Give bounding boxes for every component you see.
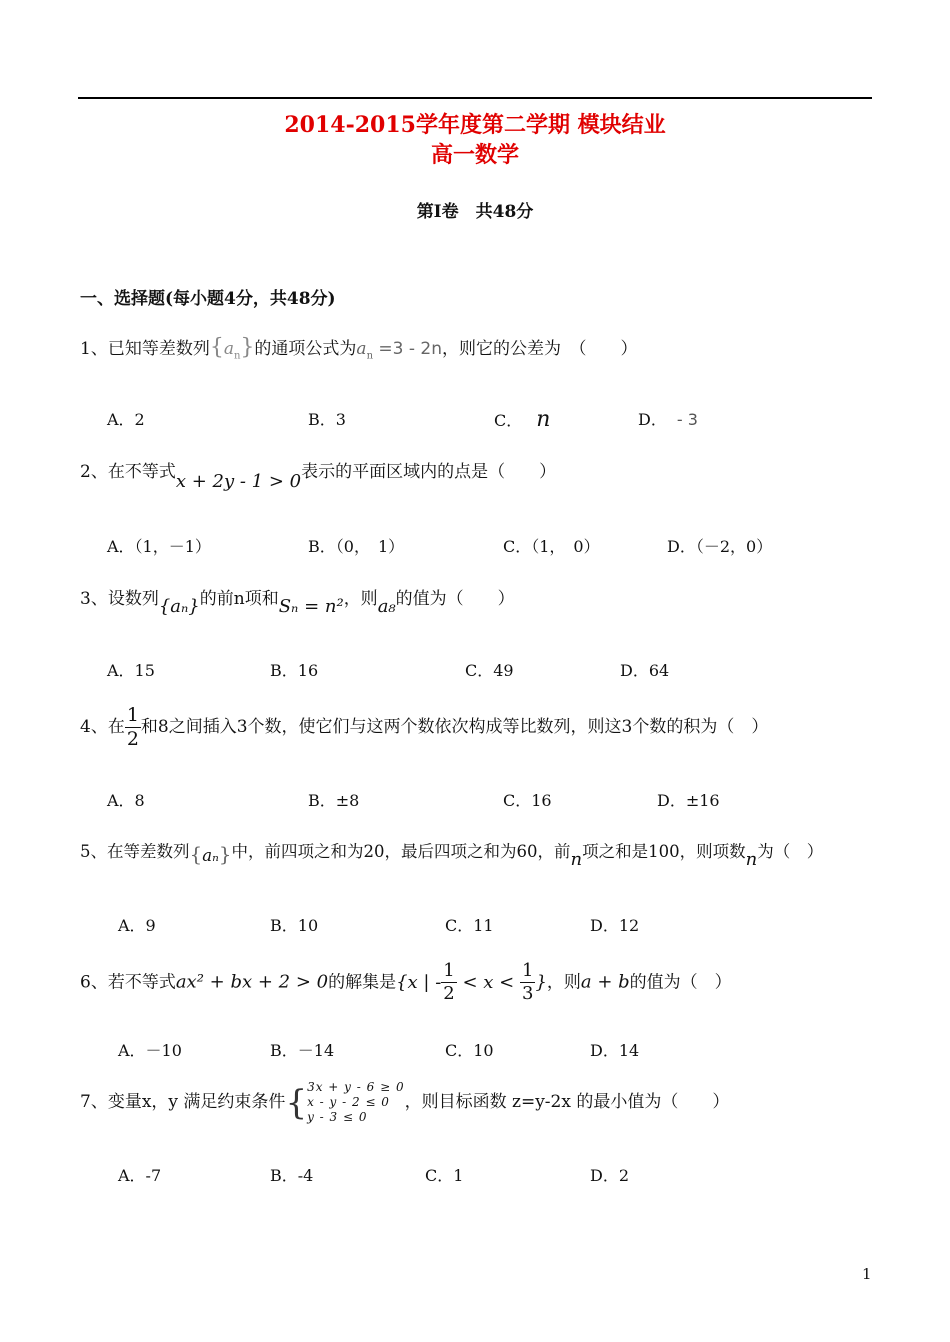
- constraint-system: 3x + y - 6 ≥ 0 x - y - 2 ≤ 0 y - 3 ≤ 0: [307, 1080, 405, 1124]
- question-3: 3、设数列{aₙ}的前n项和Sₙ = n²，则a₈的值为（ ）: [80, 589, 515, 617]
- option-d: D．（－2，0）: [667, 537, 773, 556]
- formula: {aₙ}: [158, 596, 200, 617]
- question-5: 5、在等差数列{aₙ}中，前四项之和为20，最后四项之和为60，前n项之和是100，则项数n为（ ）: [80, 842, 824, 870]
- option-a: A．8: [107, 791, 145, 810]
- option-c: C．1: [425, 1166, 464, 1185]
- fraction: $\frac{1}{2}$: [126, 704, 139, 750]
- option-b: B．-4: [270, 1166, 314, 1185]
- page-number: 1: [862, 1265, 872, 1283]
- option-c: C．11: [445, 916, 494, 935]
- option-d: D．14: [590, 1041, 640, 1060]
- part-heading: 第Ⅰ卷 共48分: [416, 202, 534, 222]
- question-2: 2、在不等式x + 2y - 1 > 0表示的平面区域内的点是（ ）: [80, 462, 557, 492]
- variable-n: n: [745, 849, 758, 870]
- option-d: D．64: [620, 661, 670, 680]
- question-text: 已知等差数列: [107, 339, 210, 359]
- question-number: 1、: [80, 339, 108, 359]
- question-text: ，则它的公差为 （ ）: [442, 339, 638, 359]
- option-c: C．10: [445, 1041, 494, 1060]
- option-a: A．-7: [118, 1166, 162, 1185]
- question-7: 7、变量x，y 满足约束条件{ 3x + y - 6 ≥ 0 x - y - 2 ≤ 0 y - 3 ≤ 0 ，则目标函数 z=y-2x 的最小值为（ ）: [80, 1080, 730, 1124]
- variable-n: n: [570, 849, 583, 870]
- option-b: B．16: [270, 661, 319, 680]
- option-b: B．－14: [270, 1041, 335, 1060]
- formula: a₈: [377, 596, 396, 617]
- question-text: 的通项公式为: [254, 339, 357, 359]
- option-d: D． - 3: [638, 410, 698, 429]
- solution-set: {x | - $\frac{1}{2}$ < x < $\frac{1}{3}$ }: [396, 960, 547, 1004]
- header-rule: [78, 97, 872, 99]
- option-b: B．±8: [308, 791, 360, 810]
- option-a: A．－10: [118, 1041, 182, 1060]
- question-4: 4、在 $\frac{1}{2}$ 和8之间插入3个数，使它们与这两个数依次构成等比数列，则这3个数的积为（ ）: [80, 704, 769, 750]
- option-d: D．2: [590, 1166, 630, 1185]
- sequence-braced: $\{a_n\}$: [209, 335, 255, 362]
- option-a: A．（1，－1）: [107, 537, 211, 556]
- exam-title: 2014-2015学年度第二学期 模块结业: [284, 112, 666, 138]
- option-a: A．15: [107, 661, 155, 680]
- option-b: B．（0， 1）: [308, 537, 405, 556]
- formula: Sₙ = n²: [278, 596, 344, 617]
- option-b: B．10: [270, 916, 319, 935]
- question-6: 6、若不等式ax² + bx + 2 > 0的解集是{x | - $\frac{1}{2}$ < x < $\frac{1}{3}$ }，则a + b的值为（ ）: [80, 960, 732, 1004]
- option-c: C．49: [465, 661, 514, 680]
- section-heading: 一、选择题(每小题4分，共48分): [80, 289, 336, 309]
- sequence-braced: {aₙ}: [189, 842, 232, 866]
- option-a: A．9: [118, 916, 156, 935]
- option-b: B．3: [308, 410, 346, 429]
- question-1: [80, 334, 638, 361]
- formula: a + b: [580, 971, 630, 993]
- formula: $a_n =3 - 2n$: [356, 339, 443, 362]
- formula: x + 2y - 1 > 0: [175, 471, 302, 492]
- option-d: D．±16: [657, 791, 720, 810]
- formula: ax² + bx + 2 > 0: [175, 971, 329, 993]
- exam-subject: 高一数学: [430, 142, 519, 168]
- option-d: D．12: [590, 916, 640, 935]
- option-c: C．（1， 0）: [503, 537, 600, 556]
- option-a: A．2: [107, 410, 145, 429]
- system-brace: {: [285, 1082, 308, 1123]
- option-c: C．16: [503, 791, 552, 810]
- option-c: C． n: [494, 407, 551, 432]
